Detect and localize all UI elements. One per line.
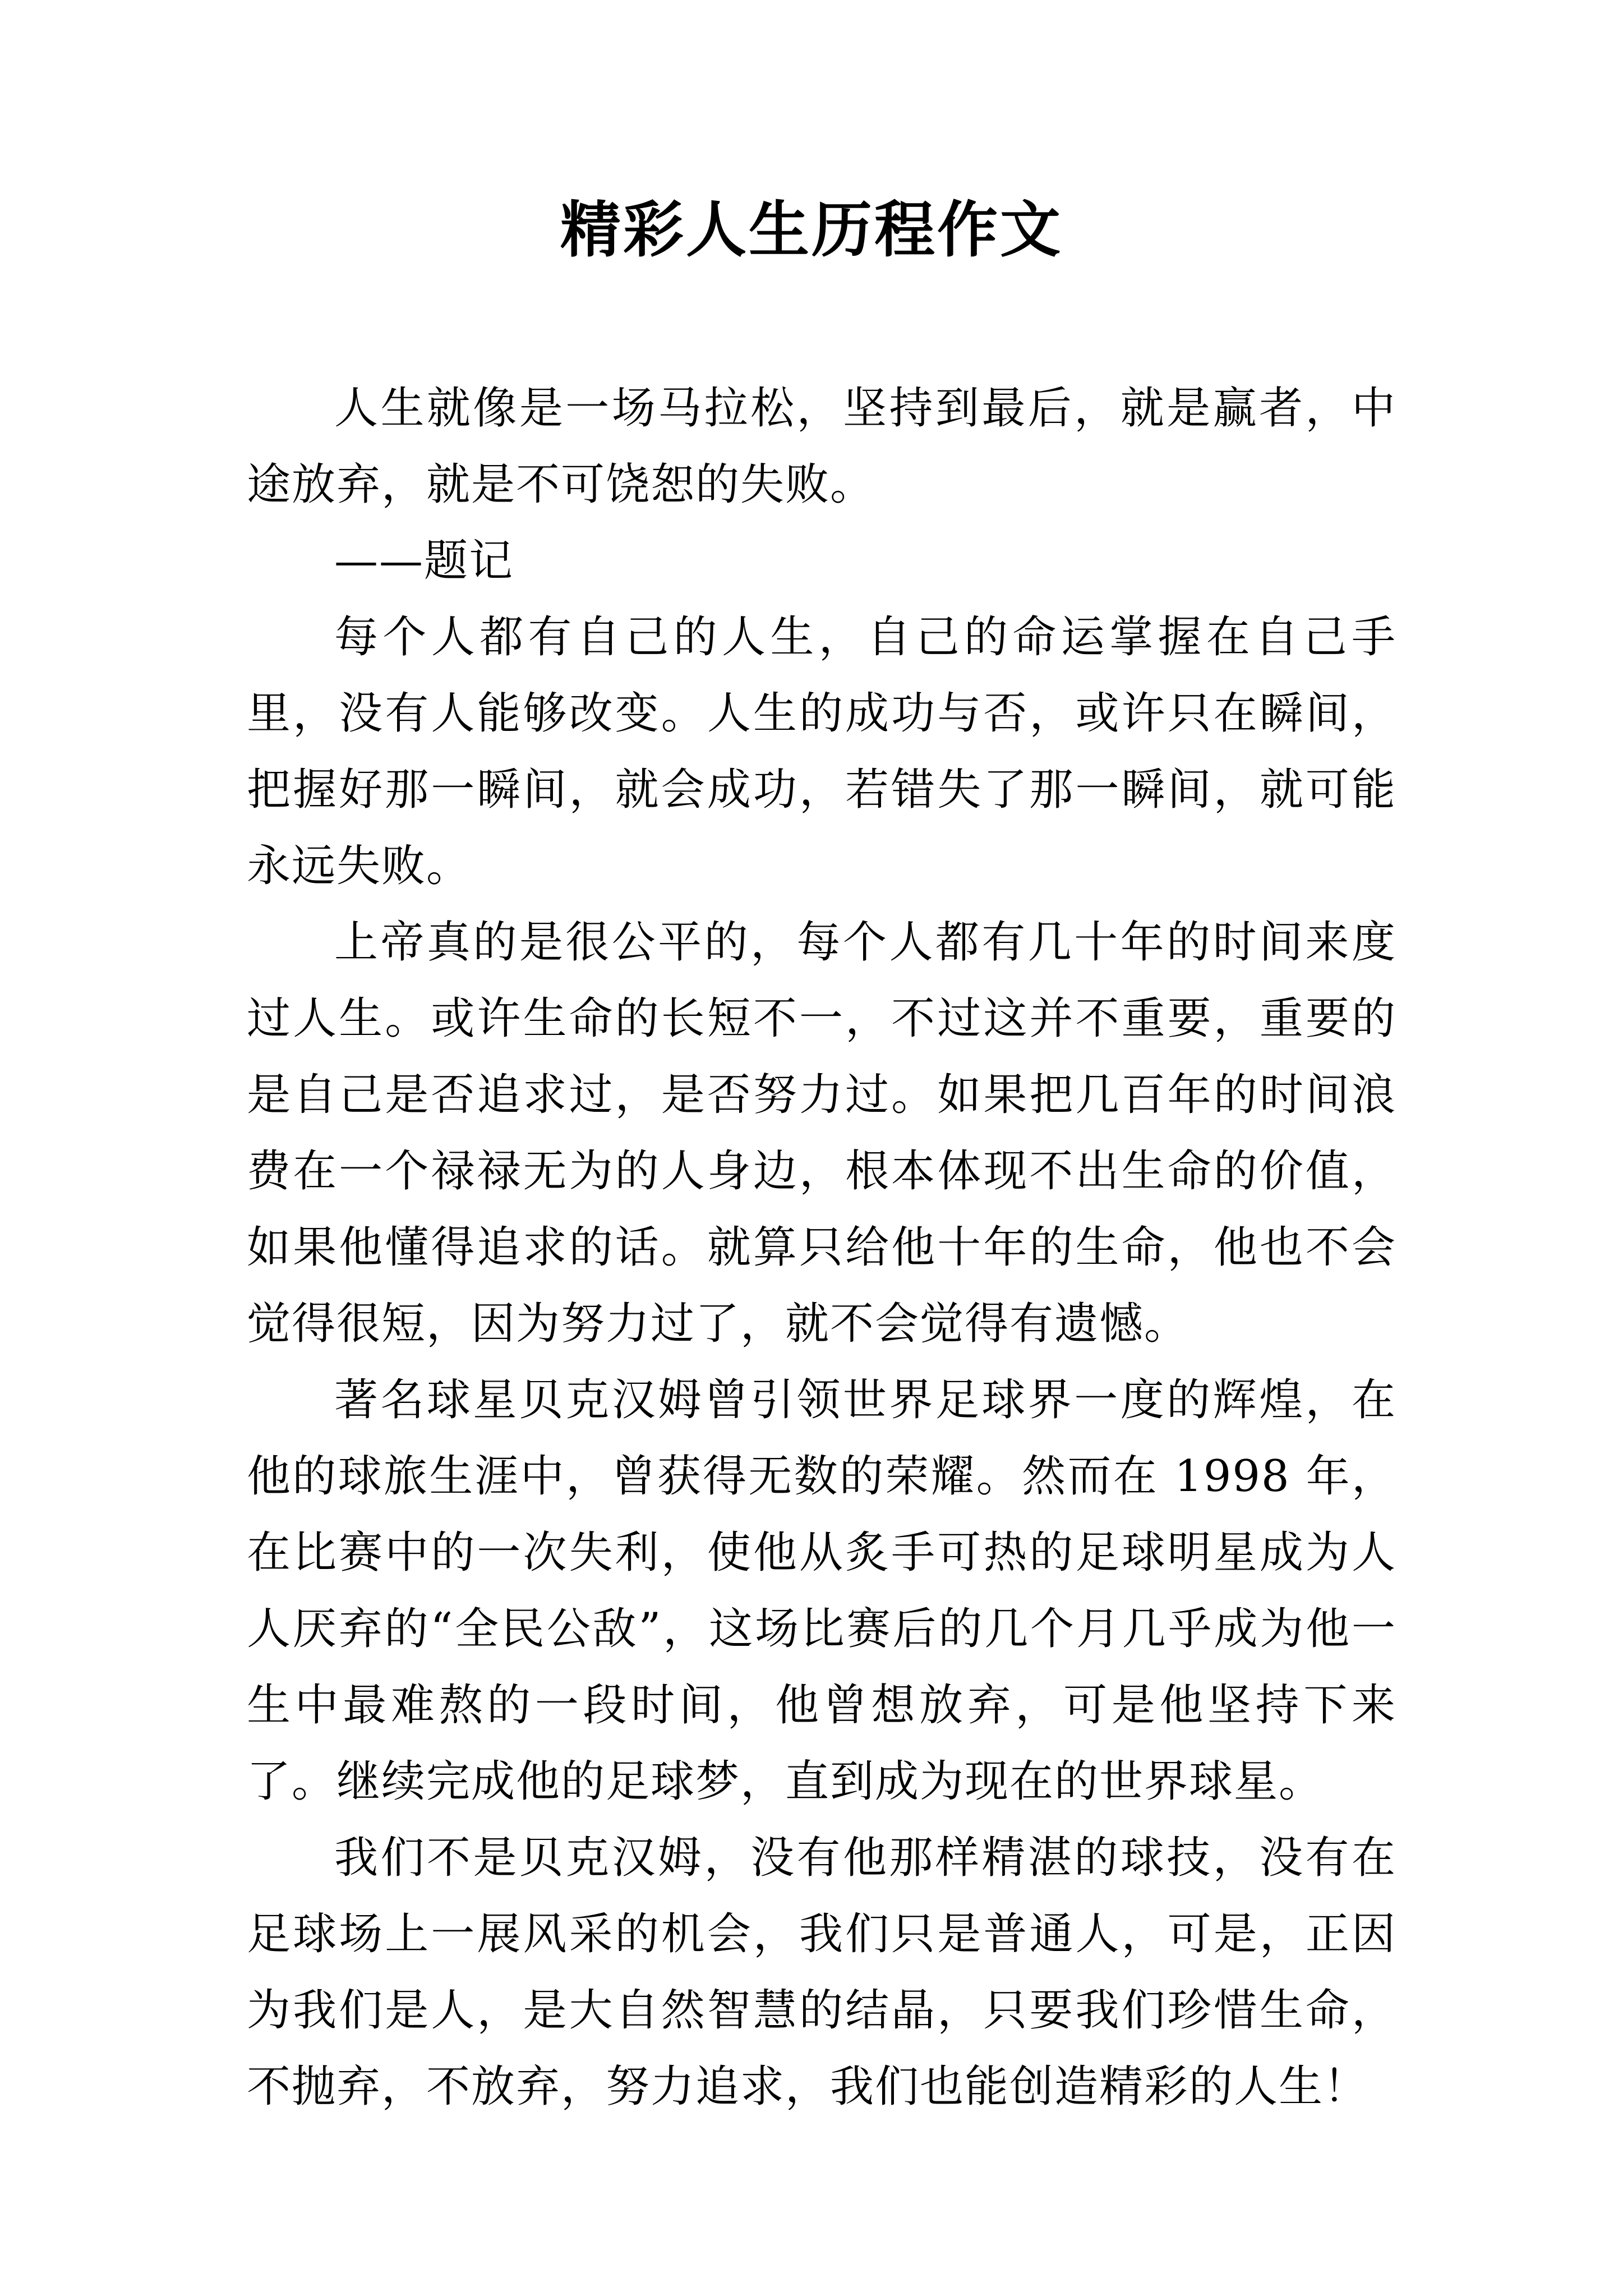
document-title: 精彩人生历程作文: [560, 195, 1063, 265]
paragraph-4: 我们不是贝克汉姆，没有他那样精湛的球技，没有在足球场上一展风采的机会，我们只是普通人，可是，正因为我们是人，是大自然智慧的结晶，只要我们珍惜生命，不抛弃，不放弃，努力追求，我们也能创造精彩的人生！: [247, 1833, 1396, 2112]
paragraph-1: 每个人都有自己的人生，自己的命运掌握在自己手里，没有人能够改变。人生的成功与否，或许只在瞬间，把握好那一瞬间，就会成功，若错失了那一瞬间，就可能永远失败。: [247, 612, 1396, 891]
paragraph-epigraph: 人生就像是一场马拉松，坚持到最后，就是赢者，中途放弃，就是不可饶恕的失败。: [247, 383, 1396, 510]
paragraph-epigraph-attribution: ——题记: [334, 536, 514, 586]
paragraph-3: 著名球星贝克汉姆曾引领世界足球界一度的辉煌，在他的球旅生涯中，曾获得无数的荣耀。然而在 1998 年，在比赛中的一次失利，使他从炙手可热的足球明星成为人人厌弃的“全民公敌”，这场比赛后的几个月几乎成为他一生中最难熬的一段时间，他曾想放弃，可是他坚持下来了。继续完成他的足球梦，直到成为现在的世界球星。: [247, 1375, 1396, 1807]
document-body: [247, 370, 1396, 2125]
paragraph-2: 上帝真的是很公平的，每个人都有几十年的时间来度过人生。或许生命的长短不一，不过这并不重要，重要的是自己是否追求过，是否努力过。如果把几百年的时间浪费在一个禄禄无为的人身边，根本体现不出生命的价值，如果他懂得追求的话。就算只给他十年的生命，他也不会觉得很短，因为努力过了，就不会觉得有遗憾。: [247, 917, 1396, 1349]
